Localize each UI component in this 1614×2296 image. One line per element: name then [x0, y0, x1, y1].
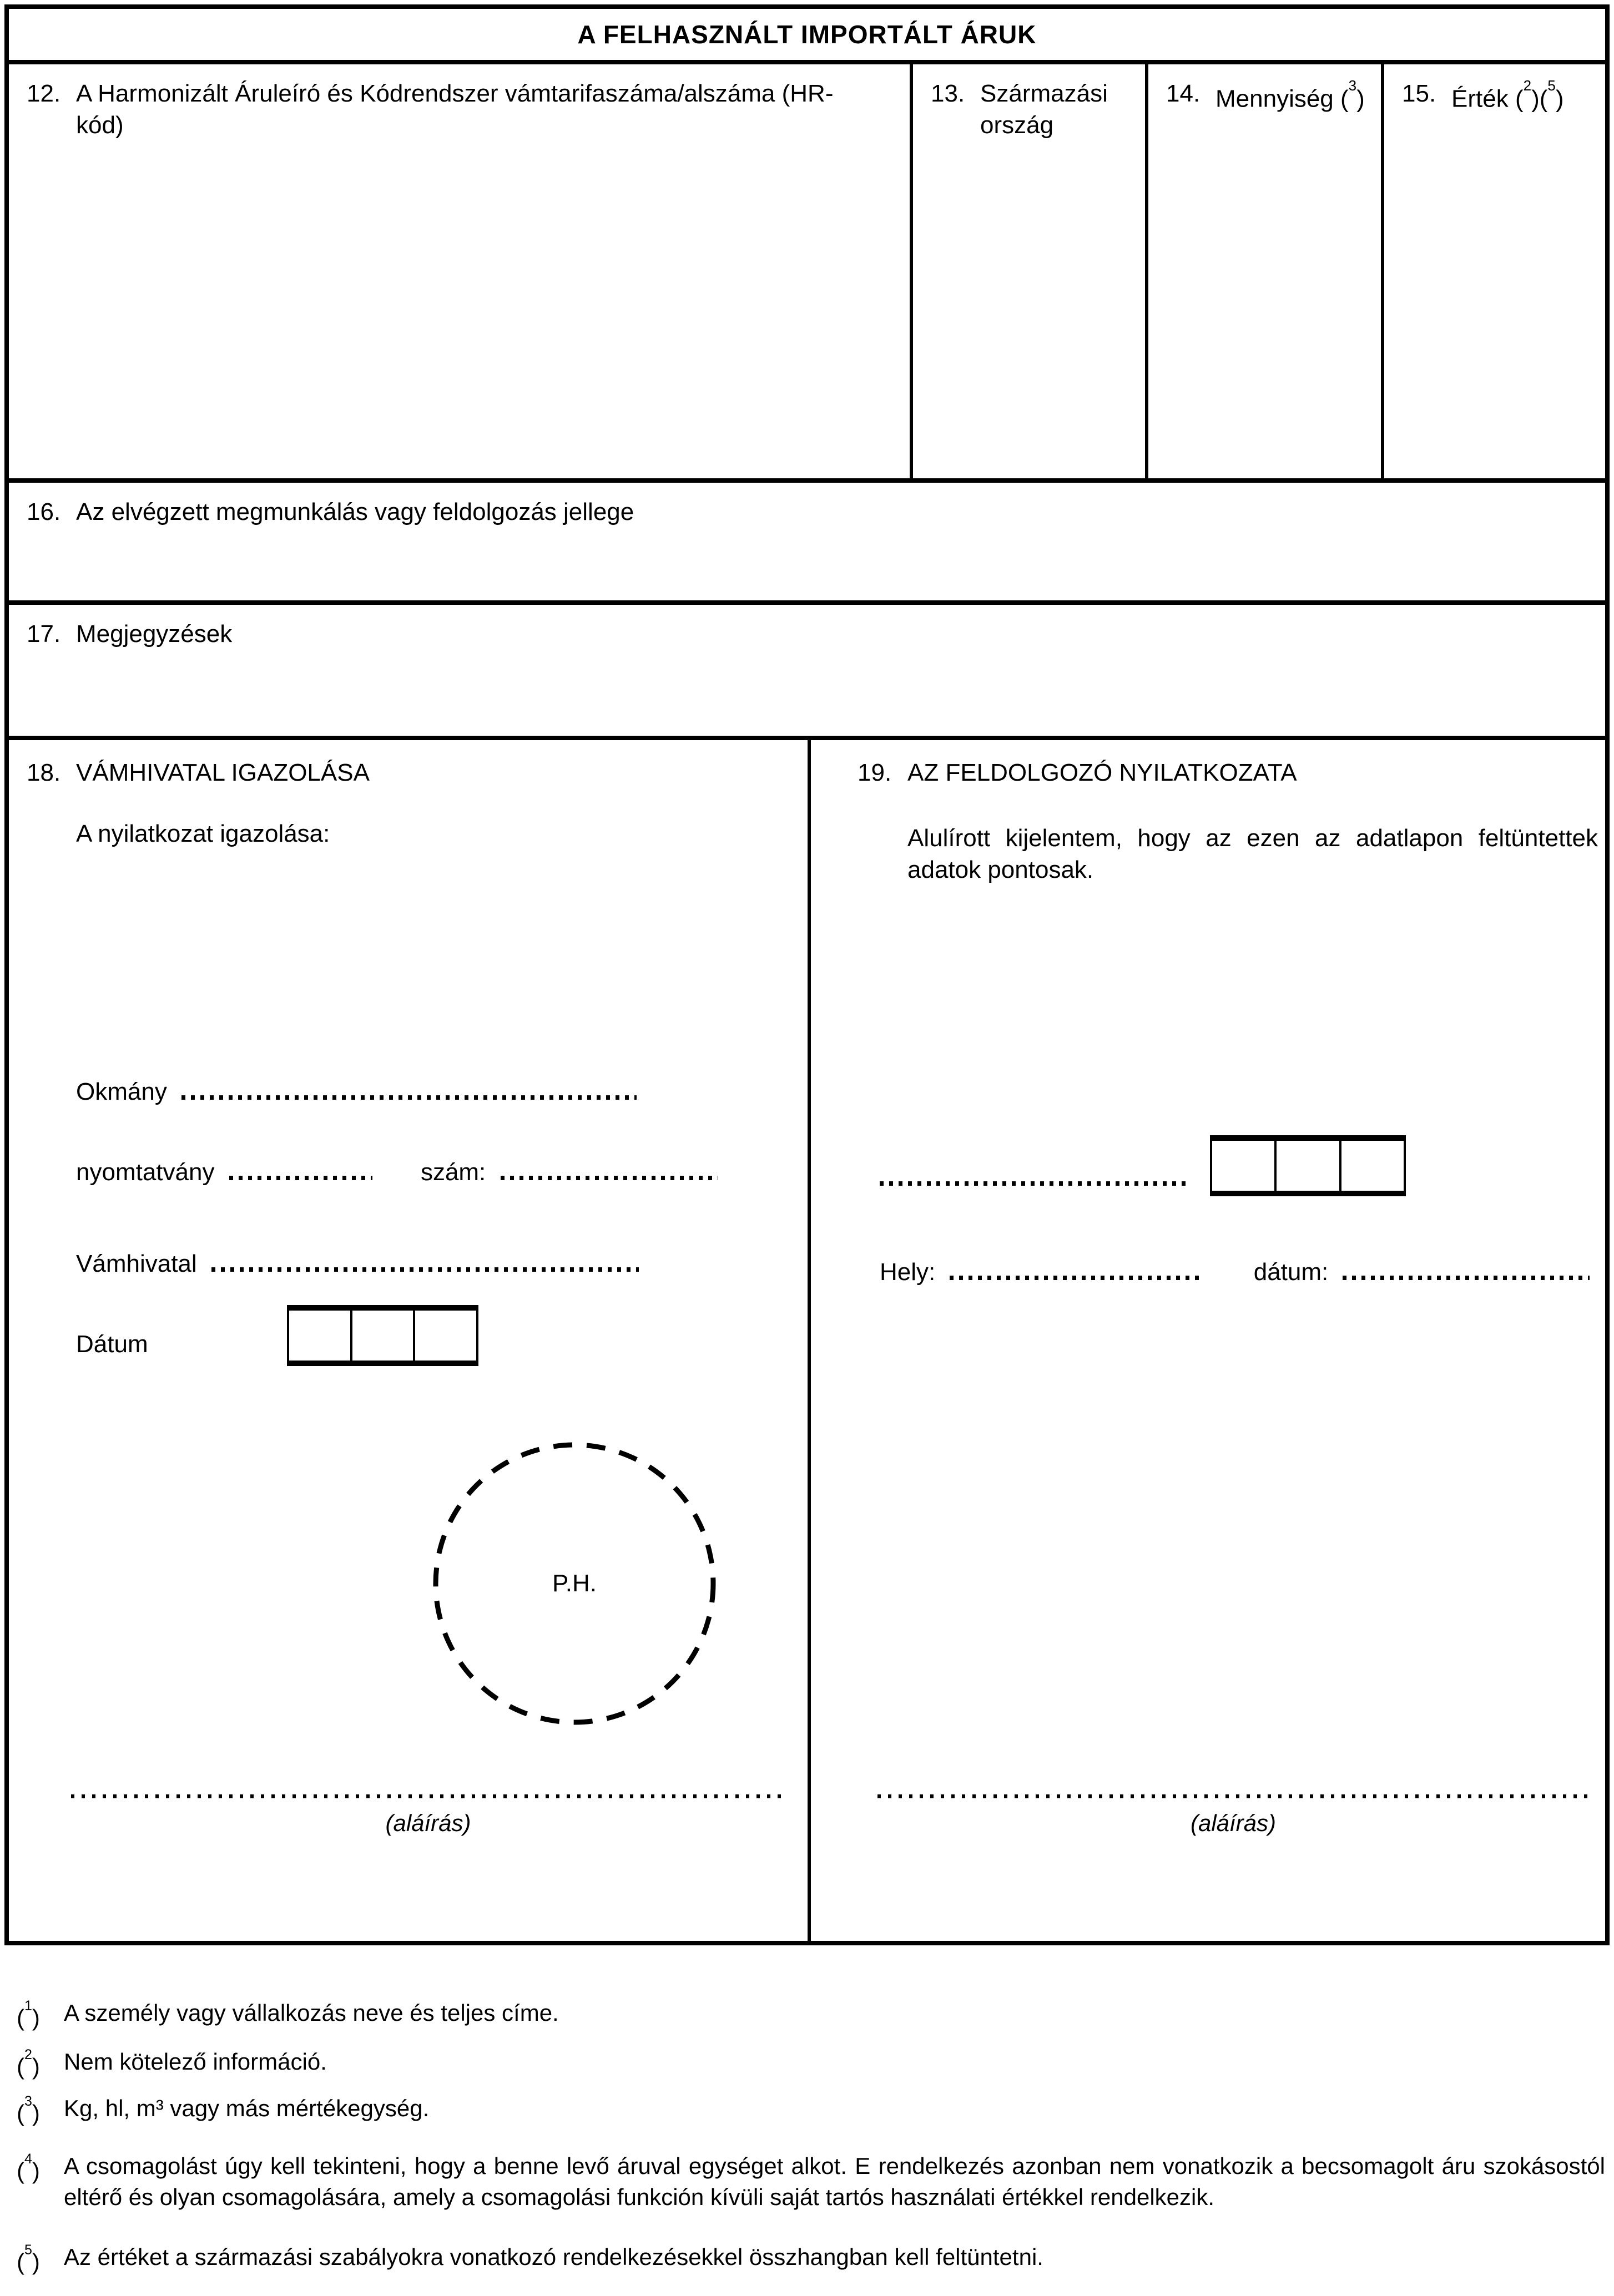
footnote-1 [17, 1997, 1605, 2034]
form-title: A FELHASZNÁLT IMPORTÁLT ÁRUK [577, 20, 1037, 49]
datum-label-19: dátum: [1253, 1258, 1329, 1286]
stamp-ph-label: P.H. [552, 1570, 597, 1597]
footnote-3 [17, 2093, 1605, 2129]
footnote-ref-3: ($^3$) [1340, 77, 1365, 113]
datum-fill-line-19 [1343, 1276, 1590, 1280]
section-18-title: VÁMHIVATAL IGAZOLÁSA [76, 759, 370, 786]
signature-line-18 [71, 1794, 785, 1798]
date-boxes-19 [1210, 1135, 1406, 1196]
field-label-origin-country: Származási ország [980, 80, 1108, 139]
footnote-4 [17, 2151, 1605, 2213]
footnote-5-marker: ($^5$) [17, 2242, 40, 2275]
column-hs-code [9, 64, 910, 478]
section-19-processor-declaration [808, 740, 1605, 1941]
szam-fill-line [501, 1176, 718, 1180]
footnote-4-marker: ($^4$) [17, 2151, 40, 2184]
footnote-ref-2: ($^2$) [1515, 77, 1540, 113]
field-label-quantity: Mennyiség ($^3$) [1215, 77, 1365, 113]
goods-columns-row [9, 64, 1605, 483]
field-label-value: Érték ($^2$)($^5$) [1451, 77, 1564, 113]
form-title-row [9, 9, 1605, 64]
nyomtatvany-fill-line [229, 1176, 372, 1180]
signature-line-19 [877, 1794, 1589, 1798]
okmany-label: Okmány [76, 1078, 167, 1105]
date-box-cell [350, 1311, 413, 1361]
signature-caption-18: (aláírás) [385, 1810, 471, 1836]
footnote-ref-5: ($^5$) [1539, 77, 1564, 113]
field-number-19: 19. [858, 759, 892, 786]
field-label-remarks: Megjegyzések [76, 620, 233, 648]
column-origin-country [910, 64, 1145, 478]
signature-caption-19: (aláírás) [1190, 1810, 1277, 1836]
nyomtatvany-label: nyomtatvány [76, 1159, 215, 1186]
date-box-cell [289, 1311, 350, 1361]
section-17-remarks [9, 605, 1605, 740]
footnote-5-text: Az értéket a származási szabályokra vonatkozó rendelkezésekkel összhangban kell feltüntetni. [64, 2244, 1043, 2270]
hely-label: Hely: [880, 1258, 936, 1286]
date-box-cell [1339, 1141, 1404, 1191]
hely-datum-row [880, 1256, 1590, 1288]
field-number-14: 14. [1166, 80, 1201, 107]
section-18-customs-certification [9, 740, 808, 1941]
datum-label: Dátum [76, 1331, 148, 1358]
certification-subtitle: A nyilatkozat igazolása: [76, 820, 330, 847]
nyomtatvany-row [76, 1156, 718, 1188]
okmany-fill-line [181, 1095, 637, 1100]
footnote-3-marker: ($^3$) [17, 2093, 40, 2126]
footnote-1-marker: ($^1$) [17, 1998, 40, 2031]
field-number-15: 15. [1402, 80, 1436, 107]
certification-declaration-row [9, 740, 1605, 1941]
footnote-4-text: A csomagolást úgy kell tekinteni, hogy a benne levő áruval egységet alkot. E rendelkezés azonban nem vonatkozik a becsomagolt áru szokásostól eltérő és olyan csomagolására, amely a csomagolási funkción kívüli saját tartós használati értékkel rendelkezik. [64, 2153, 1605, 2210]
date-box-cell [1274, 1141, 1339, 1191]
vamhivatal-row [76, 1248, 639, 1280]
column-quantity [1145, 64, 1381, 478]
field-number-13: 13. [931, 80, 965, 107]
field-label-processing-nature: Az elvégzett megmunkálás vagy feldolgozás jellege [76, 498, 634, 525]
declaration-fill-line [880, 1181, 1191, 1186]
footnote-2 [17, 2046, 1605, 2082]
field-number-18: 18. [27, 759, 61, 786]
okmany-row [76, 1076, 637, 1107]
declaration-text: Alulírott kijelentem, hogy az ezen az adatlapon feltüntettek adatok pontosak. [907, 825, 1598, 883]
section-19-title: AZ FELDOLGOZÓ NYILATKOZATA [907, 759, 1297, 786]
imported-goods-table [4, 4, 1610, 1945]
vamhivatal-label: Vámhivatal [76, 1250, 197, 1277]
footnote-1-text: A személy vagy vállalkozás neve és teljes címe. [64, 2000, 559, 2026]
date-box-cell [413, 1311, 476, 1361]
stamp-area [422, 1431, 727, 1736]
hely-fill-line [950, 1276, 1202, 1280]
date-box-cell [1212, 1141, 1274, 1191]
footnote-2-marker: ($^2$) [17, 2047, 40, 2080]
date-boxes-18 [287, 1305, 478, 1366]
section-16-processing-nature [9, 483, 1605, 605]
szam-label: szám: [420, 1159, 486, 1186]
column-value [1381, 64, 1605, 478]
field-number-12: 12. [27, 80, 61, 107]
footnote-2-text: Nem kötelező információ. [64, 2049, 327, 2075]
footnote-5 [17, 2242, 1605, 2278]
field-number-16: 16. [27, 498, 61, 525]
footnote-3-text: Kg, hl, m³ vagy más mértékegység. [64, 2095, 430, 2121]
field-number-17: 17. [27, 620, 61, 648]
vamhivatal-fill-line [211, 1267, 639, 1272]
field-label-hs-code: A Harmonizált Áruleíró és Kódrendszer vámtarifaszáma/alszáma (HR- kód) [76, 80, 834, 139]
